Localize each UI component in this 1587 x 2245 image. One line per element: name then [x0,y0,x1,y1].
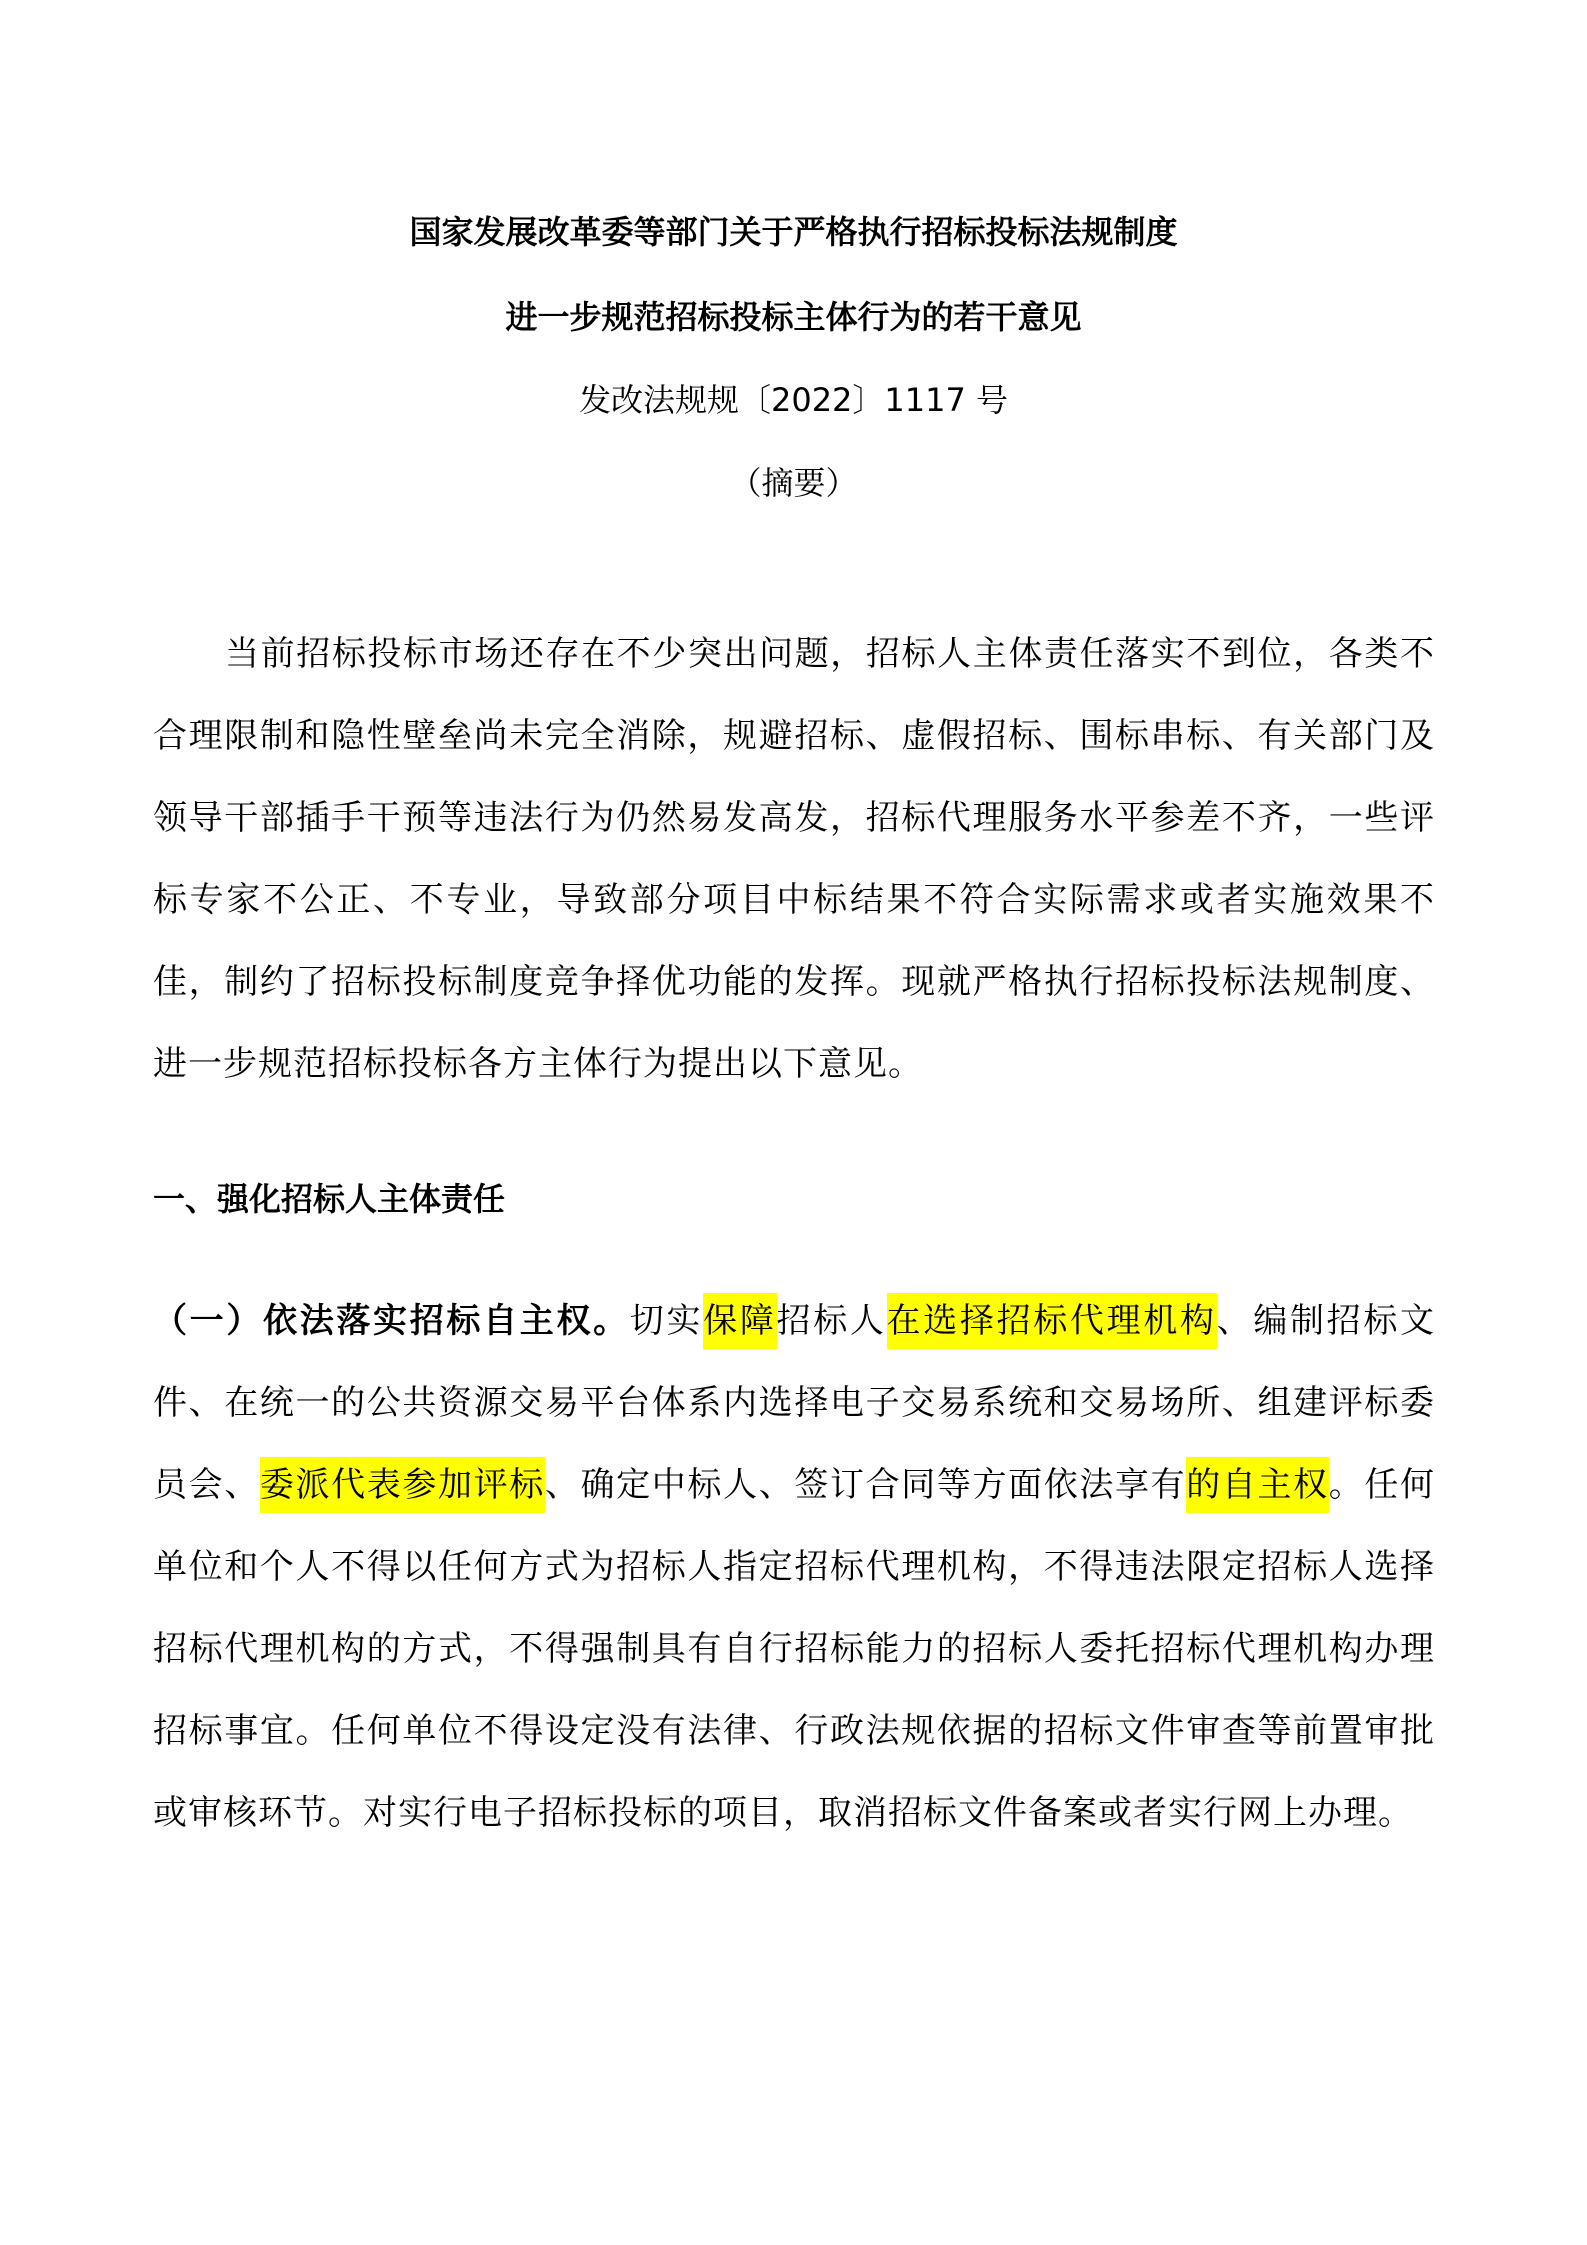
highlighted-text: 的自主权 [1186,1457,1329,1513]
paragraph-text: 、编制招标文件、在统一的公共资源交易平台体系内选择电子交易系统和交易场所、组建评标委员会、 [153,1301,1436,1505]
highlighted-text: 在选择招标代理机构 [887,1293,1217,1349]
paragraph-text: 招标人 [776,1301,887,1341]
paragraph-lead: （一）依法落实招标自主权。 [153,1301,630,1341]
paragraph-text: 。任何单位和个人不得以任何方式为招标人指定招标代理机构，不得违法限定招标人选择招标代理机构的方式，不得强制具有自行招标能力的招标人委托招标代理机构办理招标事宜。任何单位不得设定没有法律、行政法规依据的招标文件审查等前置审批或审核环节。对实行电子招标投标的项目，取消招标文件备案或者实行网上办理。 [153,1465,1436,1833]
intro-paragraph: 当前招标投标市场还存在不少突出问题，招标人主体责任落实不到位，各类不合理限制和隐性壁垒尚未完全消除，规避招标、虚假招标、围标串标、有关部门及领导干部插手干预等违法行为仍然易发高发，招标代理服务水平参差不齐，一些评标专家不公正、不专业，导致部分项目中标结果不符合实际需求或者实施效果不佳，制约了招标投标制度竞争择优功能的发挥。现就严格执行招标投标法规制度、进一步规范招标投标各方主体行为提出以下意见。 [153,634,1435,1084]
document-title-line1: 国家发展改革委等部门关于严格执行招标投标法规制度 [409,213,1178,251]
section-heading: 一、强化招标人主体责任 [153,1180,506,1218]
paragraph-text: 、确定中标人、签订合同等方面依法享有 [544,1465,1187,1505]
document-number: 发改法规规〔2022〕1117 号 [578,381,1009,419]
highlighted-text: 保障 [703,1293,776,1349]
document-title-line2: 进一步规范招标投标主体行为的若干意见 [505,298,1082,336]
paragraph-text: 切实 [629,1301,704,1341]
summary-label: （摘要） [729,464,858,502]
paragraph-autonomy [153,1280,1435,1854]
highlighted-text: 委派代表参加评标 [260,1457,545,1513]
